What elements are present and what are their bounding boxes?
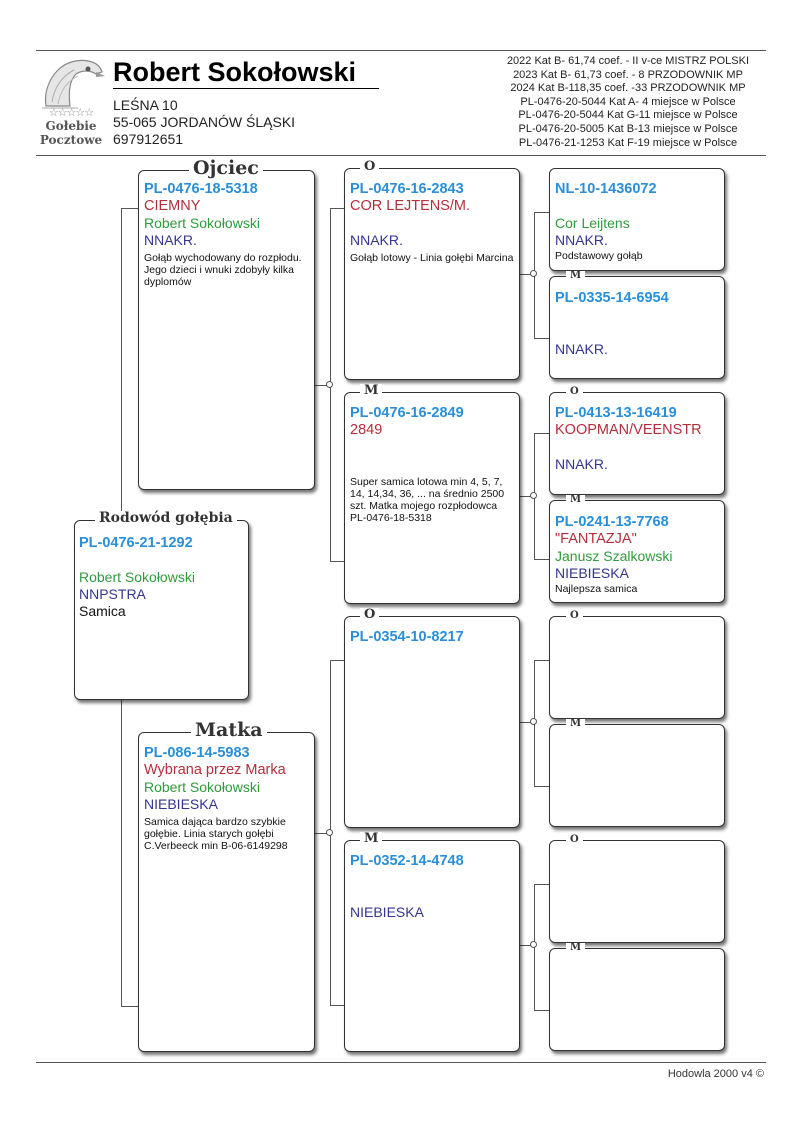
- connector-line: [121, 208, 138, 209]
- pigeon-note: Najlepsza samica: [555, 583, 638, 595]
- achievement-line: PL-0476-20-5005 Kat B-13 miejsce w Polsce: [518, 122, 738, 135]
- connector-line: [534, 212, 549, 213]
- achievements-list: [478, 55, 778, 150]
- pigeon-card-subject[interactable]: [74, 520, 249, 700]
- achievement-line: PL-0476-21-1253 Kat F-19 miejsce w Polsce: [518, 136, 738, 149]
- ring-number: PL-0413-13-16419: [555, 405, 677, 421]
- pigeon-logo: [36, 56, 106, 148]
- phone-number: 697912651: [113, 131, 184, 147]
- feather-color: NNPSTRA: [79, 586, 146, 602]
- logo-word-1: Gołebie: [45, 119, 97, 133]
- pigeon-card-mother-sire[interactable]: [344, 616, 520, 828]
- connector-node: [530, 270, 537, 277]
- achievement-line: PL-0476-20-5044 Kat A- 4 miejsce w Polsce: [520, 95, 736, 108]
- feather-color: NNAKR.: [555, 456, 608, 472]
- connector-line: [330, 208, 344, 209]
- feather-color: NNAKR.: [144, 232, 197, 248]
- pigeon-name: 2849: [350, 422, 383, 438]
- pigeon-card-mm-dam[interactable]: [549, 948, 725, 1051]
- connector-line: [534, 433, 549, 434]
- mother-legend: Matka: [191, 721, 267, 740]
- connector-node: [530, 492, 537, 499]
- sire-legend: O: [360, 160, 379, 173]
- ring-number: PL-0241-13-7768: [555, 514, 669, 530]
- connector-node: [530, 718, 537, 725]
- dam-legend: M: [360, 832, 382, 845]
- footer-credit: Hodowla 2000 v4 ©: [667, 1068, 764, 1080]
- pigeon-head-icon: [38, 56, 106, 112]
- connector-line: [121, 208, 122, 520]
- ring-number: PL-0476-18-5318: [144, 181, 258, 197]
- breeder-name: Robert Sokołowski: [113, 57, 357, 87]
- breeder-name: Robert Sokołowski: [144, 215, 260, 231]
- ring-number: PL-0354-10-8217: [350, 629, 464, 645]
- header-top-rule: [36, 50, 766, 51]
- connector-line: [330, 1005, 344, 1006]
- pigeon-card-father[interactable]: [138, 170, 315, 490]
- pigeon-note: Gołąb wychodowany do rozpłodu. Jego dzieci i wnuki zdobyły kilka dyplomów: [144, 252, 302, 288]
- subject-legend: Rodowód gołębia: [95, 511, 237, 525]
- footer-rule: [36, 1062, 766, 1063]
- connector-node: [326, 829, 333, 836]
- ring-number: PL-0335-14-6954: [555, 290, 669, 306]
- connector-line: [534, 884, 549, 885]
- pigeon-card-mf-dam[interactable]: [549, 724, 725, 827]
- connector-node: [530, 941, 537, 948]
- header-bottom-rule: [36, 155, 766, 156]
- connector-line: [330, 561, 344, 562]
- logo-stars: ☆☆☆☆☆: [48, 107, 94, 119]
- connector-line: [534, 559, 549, 560]
- pigeon-card-mother[interactable]: [138, 732, 315, 1052]
- address-city: 55-065 JORDANÓW ŚLĄSKI: [113, 114, 296, 130]
- sire-legend: O: [566, 387, 583, 397]
- pigeon-note: Super samica lotowa min 4, 5, 7, 14, 14,34, 36, ... na średnio 2500 szt. Matka mojego rozpłodowca PL-0476-18-5318: [350, 476, 505, 524]
- pigeon-card-father-dam[interactable]: [344, 392, 520, 604]
- feather-color: NIEBIESKA: [555, 565, 629, 581]
- logo-word-2: Pocztowe: [39, 133, 103, 147]
- dam-legend: M: [566, 271, 585, 281]
- pigeon-card-ff-sire[interactable]: [549, 168, 725, 271]
- pigeon-name: "FANTAZJA": [555, 531, 637, 547]
- ring-number: PL-0476-16-2843: [350, 181, 464, 197]
- pigeon-note: Podstawowy gołąb: [555, 250, 643, 262]
- connector-node: [326, 381, 333, 388]
- sex-label: Samica: [79, 603, 126, 619]
- achievement-line: 2022 Kat B- 61,74 coef. - II v-ce MISTRZ POLSKI: [506, 55, 750, 67]
- feather-color: NNAKR.: [555, 341, 608, 357]
- pigeon-card-mf-sire[interactable]: [549, 616, 725, 719]
- pigeon-card-father-sire[interactable]: [344, 168, 520, 380]
- dam-legend: M: [566, 719, 585, 729]
- pigeon-name: KOOPMAN/VEENSTR: [555, 422, 702, 438]
- feather-color: NNAKR.: [555, 232, 608, 248]
- achievement-line: 2023 Kat B- 61,73 coef. - 8 PRZODOWNIK MP: [513, 68, 743, 81]
- pigeon-name: CIEMNY: [144, 198, 201, 214]
- connector-line: [534, 786, 549, 787]
- achievement-line: PL-0476-20-5044 Kat G-11 miejsce w Polsce: [518, 109, 738, 122]
- breeder-name: Robert Sokołowski: [79, 569, 195, 585]
- father-legend: Ojciec: [189, 159, 263, 178]
- pigeon-note: Samica dająca bardzo szybkie gołębie. Linia starych gołębi C.Verbeeck min B-06-6149298: [144, 816, 288, 852]
- ring-number: PL-0352-14-4748: [350, 853, 464, 869]
- breeder-name: Cor Leijtens: [555, 215, 630, 231]
- ring-number: PL-086-14-5983: [144, 745, 250, 761]
- feather-color: NIEBIESKA: [350, 904, 424, 920]
- connector-line: [121, 700, 122, 1006]
- pigeon-card-mother-dam[interactable]: [344, 840, 520, 1052]
- ring-number: NL-10-1436072: [555, 181, 657, 197]
- connector-line: [534, 1010, 549, 1011]
- feather-color: NIEBIESKA: [144, 796, 218, 812]
- dam-legend: M: [566, 943, 585, 953]
- ring-number: PL-0476-21-1292: [79, 535, 193, 551]
- achievement-line: 2024 Kat B-118,35 coef. -33 PRZODOWNIK MP: [510, 82, 746, 95]
- breeder-name: Janusz Szalkowski: [555, 548, 673, 564]
- connector-line: [330, 660, 344, 661]
- ring-number: PL-0476-16-2849: [350, 405, 464, 421]
- connector-line: [534, 660, 549, 661]
- pigeon-name: Wybrana przez Marka: [144, 762, 286, 778]
- pigeon-card-ff-dam[interactable]: [549, 276, 725, 379]
- address-street: LEŚNA 10: [113, 97, 178, 113]
- breeder-name: Robert Sokołowski: [144, 779, 260, 795]
- dam-legend: M: [566, 495, 585, 505]
- sire-legend: O: [566, 835, 583, 845]
- pigeon-card-mm-sire[interactable]: [549, 840, 725, 943]
- pigeon-card-fm-sire[interactable]: [549, 392, 725, 495]
- sire-legend: O: [360, 608, 379, 621]
- connector-line: [121, 1006, 138, 1007]
- dam-legend: M: [360, 384, 382, 397]
- pigeon-card-fm-dam[interactable]: [549, 500, 725, 603]
- connector-line: [534, 338, 549, 339]
- feather-color: NNAKR.: [350, 232, 403, 248]
- pigeon-name: COR LEJTENS/M.: [350, 198, 471, 214]
- sire-legend: O: [566, 611, 583, 621]
- breeder-name-underline: [113, 88, 379, 89]
- pigeon-note: Gołąb lotowy - Linia gołębi Marcina: [350, 252, 514, 264]
